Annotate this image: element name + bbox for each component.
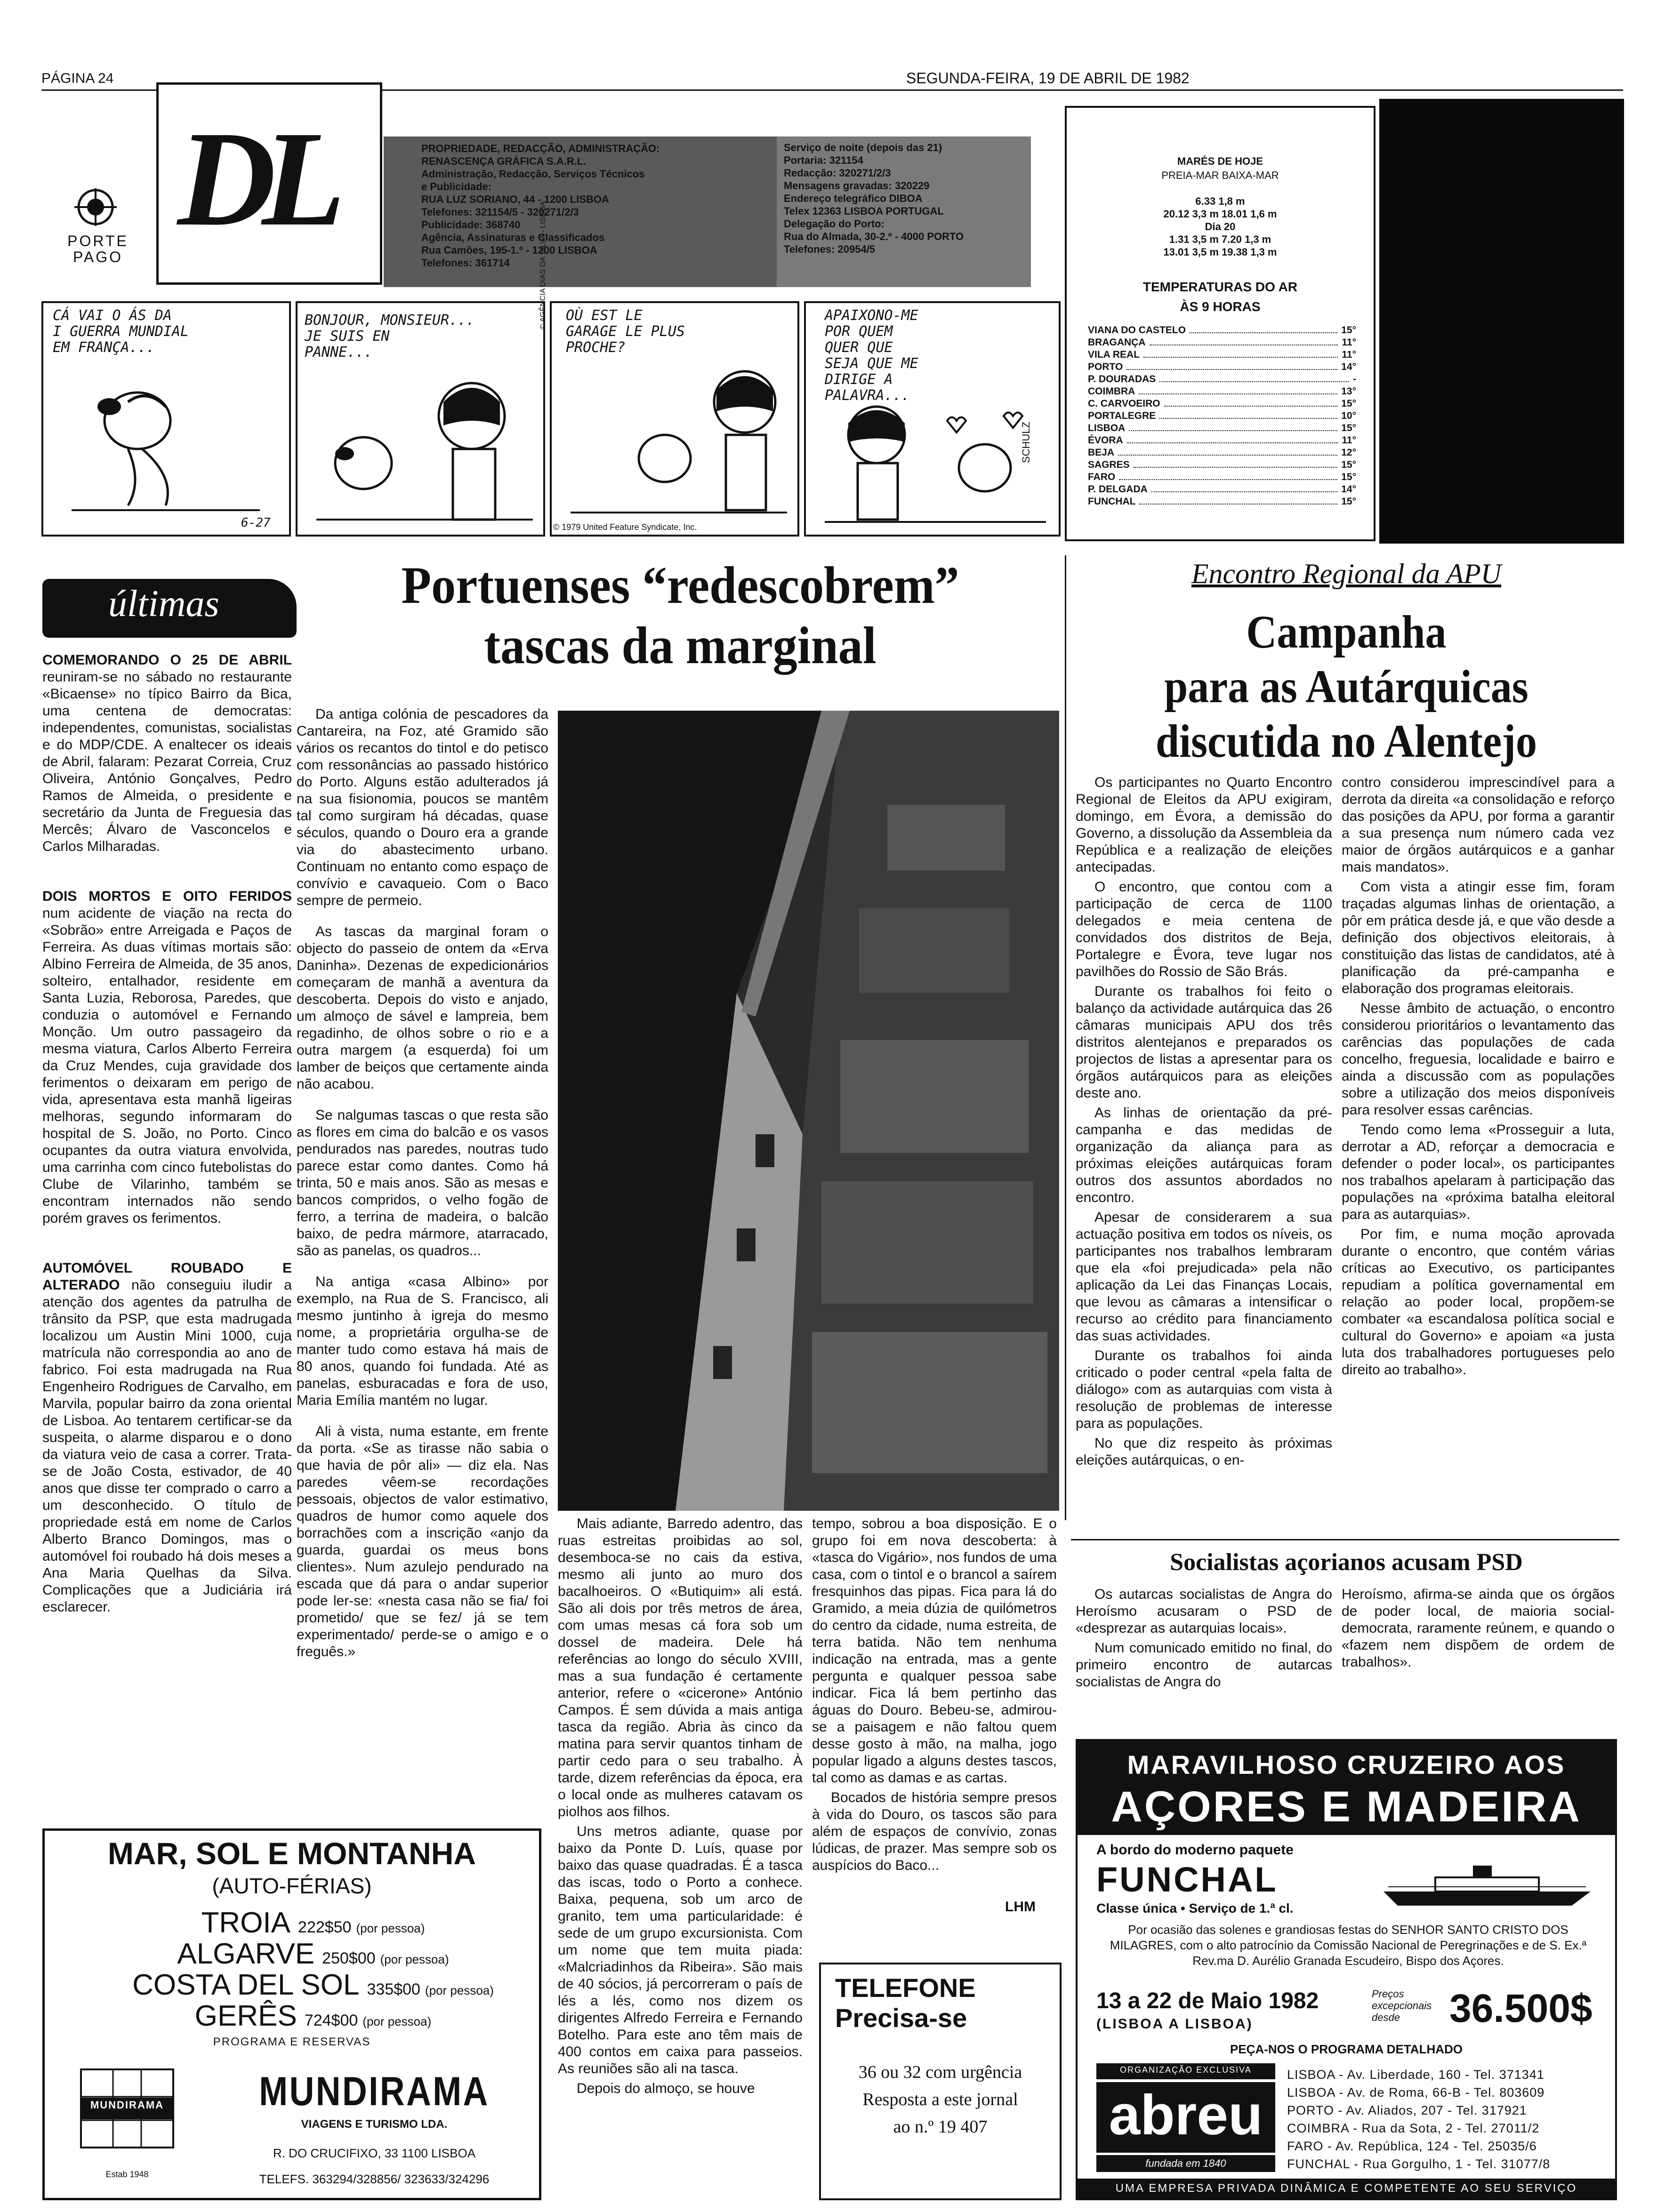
comic-agency: © AGÊNCIA DIAS DA SILVA - LISBOA	[539, 201, 547, 329]
cruzeiro-banner	[1078, 1741, 1615, 1835]
dot-leader	[1151, 483, 1337, 492]
destination-row	[101, 1937, 525, 1968]
main-article-signature: LHM	[1005, 1899, 1036, 1915]
right-article-col2	[1342, 774, 1615, 1527]
temperature-row	[1088, 410, 1356, 422]
dark-photo-block	[1379, 99, 1624, 544]
dot-leader	[1139, 496, 1337, 505]
cruzeiro-ad	[1076, 1739, 1617, 2200]
right-col1-para: Durante os trabalhos foi feito o balanço da actividade autárquica das 26 câmaras municipais APU dos três distritos alentejanos e preparados os projectos de listas a apresentar para os órgãos autárquicos para as eleições deste ano.	[1076, 984, 1332, 1101]
right-headline: Campanha para as Autárquicas discutida no Alentejo	[1155, 606, 1537, 767]
porte-pago-stamp	[41, 101, 152, 280]
temperature-city: BRAGANÇA	[1088, 337, 1146, 348]
temperature-row	[1088, 361, 1356, 373]
temperature-row	[1088, 447, 1356, 459]
cruzeiro-request: PEÇA-NOS O PROGRAMA DETALHADO	[1230, 2042, 1463, 2056]
office-line: FUNCHAL - Rua Gorgulho, 1 - Tel. 31077/8	[1287, 2157, 1551, 2171]
temperature-value: 12°	[1341, 447, 1356, 458]
cruzeiro-ship-name: FUNCHAL	[1096, 1860, 1278, 1899]
mundirama-subtitle: (AUTO-FÉRIAS)	[212, 1874, 372, 1898]
cruzeiro-line2: AÇORES E MADEIRA	[1111, 1783, 1582, 1831]
socialistas-col1	[1076, 1586, 1332, 1727]
socialistas-headline: Socialistas açorianos acusam PSD	[1170, 1549, 1523, 1576]
office-line: PORTO - Av. Aliados, 207 - Tel. 317921	[1287, 2103, 1527, 2117]
cruzeiro-price: 36.500$	[1449, 1986, 1593, 2030]
temperature-row	[1088, 385, 1356, 398]
crest-icon	[70, 186, 121, 228]
temperatures-list	[1088, 324, 1356, 508]
comic-panel-3	[550, 301, 799, 537]
masthead-info-left-bg	[384, 136, 807, 287]
comic-panel-1	[41, 301, 291, 537]
right-col1-para: Durante os trabalhos foi ainda criticado o poder central «pela falta de diálogo» com as autarquias com vista à resolução de problemas de interesse para as populações.	[1076, 1348, 1332, 1431]
snoopy-marcie-garage-icon	[571, 364, 787, 524]
snoopy-marcie-icon	[316, 374, 533, 529]
temperature-row	[1088, 324, 1356, 337]
temperature-city: LISBOA	[1088, 423, 1126, 433]
office-line: COIMBRA - Rua da Sota, 2 - Tel. 27011/2	[1287, 2121, 1540, 2135]
destination-row	[101, 1968, 525, 1999]
right-col2-para: Com vista a atingir esse fim, foram traçadas algumas linhas de orientação, a pôr em prática desde já, e que vão desde a definição dos objectivos eleitorais, à constituição das listas de candidatos, até à planificação da pré-campanha e elaboração dos programas eleitorais.	[1342, 879, 1615, 996]
harbor-photo-image	[558, 711, 1059, 1511]
mundirama-estab: Estab 1948	[105, 2170, 149, 2179]
socialistas-col1-para: Os autarcas socialistas de Angra do Heroísmo acusaram o PSD de «desprezar as autarquias locais».	[1076, 1587, 1332, 1636]
cruzeiro-route: (LISBOA A LISBOA)	[1096, 2016, 1253, 2032]
mundirama-brand-small: MUNDIRAMA	[90, 2099, 164, 2111]
right-col1-para: As linhas de orientação da pré-campanha e das medidas de organização da aliança para as próximas eleições autárquicas foram outros dos assuntos abordados no encontro.	[1076, 1105, 1332, 1205]
dot-leader	[1164, 398, 1338, 407]
temperature-city: BEJA	[1088, 447, 1115, 458]
dot-leader	[1159, 373, 1349, 382]
right-kicker: Encontro Regional da APU	[1191, 558, 1502, 589]
temperature-row	[1088, 337, 1356, 349]
mundirama-program: PROGRAMA E RESERVAS	[213, 2036, 371, 2048]
ultimas-item1-body: reuniram-se no sábado no restaurante «Bicaense» no típico Bairro da Bica, uma centena de democratas: independentes, comunistas, socialistas e do MDP/CDE. A enaltecer os ideais de Abril, falaram: Pezarat Correia, Cruz Oliveira, António Gonçalves, Pedro Ramos de Almeida, o presidente e secretário da Junta de Freguesia das Mercês; Álvaro de Vasconcelos e Carlos Milharadas.	[42, 669, 292, 854]
destination-unit: (por pessoa)	[380, 1952, 449, 1966]
temperature-city: C. CARVOEIRO	[1088, 398, 1160, 409]
temperatures-title: TEMPERATURAS DO AR ÀS 9 HORAS	[1142, 280, 1298, 314]
destination-unit: (por pessoa)	[362, 2014, 432, 2028]
main-col3-para: tempo, sobrou a boa disposição. E o grupo foi em nova descoberta: à «tasca do Vigário», nos fundos de uma casa, com o tintol e o brancol a saírem fresquinhos das pipas. Fica para lá do Gramido, a meia dúzia de quilómetros do centro da cidade, numa estreita, de terra batida. Não tem nenhuma indicação na entrada, mas a gente pergunta e qualquer pessoa sabe indicar. Fica lá bem pertinho das águas do Douro. Bebeu-se, admirou-se a paisagem e não faltou quem desse gosto à mão, na malha, jogo popular ligado a alguns destes tascos, tal como as damas e as cartas.	[812, 1516, 1057, 1786]
main-col1-para: Na antiga «casa Albino» por exemplo, na Rua de S. Francisco, ali mesmo juntinho à igreja do mesmo nome, a proprietária orgulha-se de manter tudo como estava há mais de 80 anos, quando foi fundada. Até as panelas, esburacadas e fora de uso, Maria Emília mantém no lugar.	[297, 1274, 548, 1408]
main-col2-para: Uns metros adiante, quase por baixo da Ponte D. Luís, quase por baixo das quase quadradas. É a tasca das iscas, todo o Porto a conhece. Baixa, pequena, sob um arco de granito, tem uma particularidade: é sede de um grupo excursionista. Com um nome que tem muita piada: «Malcriadinhos da Ribeira». São mais de 40 sócios, já percorreram o país de lés a lés, como nos dizem os dirigentes Alfredo Ferreira e Fernando Botelho. Para este ano têm mais de 400 contos em caixa para passeios. As reuniões são ali na tasca.	[558, 1824, 803, 2076]
dl-logo: DL	[177, 103, 331, 254]
abreu-offices	[1287, 2066, 1607, 2173]
weather-box	[1065, 106, 1375, 541]
abreu-footer: UMA EMPRESA PRIVADA DINÂMICA E COMPETENTE AO SEU SERVIÇO	[1115, 2182, 1577, 2195]
temperature-value: 15°	[1341, 459, 1356, 470]
dot-leader	[1150, 337, 1338, 345]
office-line: LISBOA - Av. de Roma, 66-B - Tel. 803609	[1287, 2085, 1545, 2100]
abreu-org: ORGANIZAÇÃO EXCLUSIVA	[1120, 2065, 1252, 2075]
cruzeiro-line1: MARAVILHOSO CRUZEIRO AOS	[1127, 1750, 1566, 1779]
destination-name: GERÊS	[194, 2000, 297, 2032]
tides-title: MARÉS DE HOJE	[1177, 155, 1263, 167]
ultimas-label: últimas	[108, 583, 219, 625]
office-line: FARO - Av. República, 124 - Tel. 25035/6	[1287, 2139, 1537, 2153]
main-col1-para: Se nalgumas tascas o que resta são as flores em cima do balcão e os vasos pendurados nas paredes, noutras tudo parece estar como dantes. Como há trinta, 50 e mais anos. São as mesas e bancos compridos, o velho fogão de ferro, a terrina de madeira, o balcão baixo, de pedra mármore, atarracado, são as panelas, os quadros...	[297, 1107, 548, 1258]
abreu-org-bar	[1096, 2063, 1275, 2079]
comic-credit: © 1979 United Feature Syndicate, Inc.	[553, 522, 697, 532]
temperature-value: 14°	[1341, 361, 1356, 372]
comic-date-code: 6-27	[241, 516, 271, 530]
ultimas-item1-lead: COMEMORANDO O 25 DE ABRIL	[42, 652, 292, 668]
temperature-city: P. DELGADA	[1088, 484, 1148, 495]
temperature-value: 14°	[1341, 484, 1356, 495]
dot-leader	[1134, 459, 1338, 468]
socialistas-top-rule	[1071, 1539, 1619, 1540]
destination-price: 250$00	[322, 1949, 376, 1967]
right-col2-para: contro considerou imprescindível para a derrota da direita «a consolidação e reforço das posições da APU, por forma a garantir a sua presença num número cada vez maior de órgãos autárquicos e a ganhar mais mandatos».	[1342, 775, 1615, 875]
main-col1-para: Da antiga colónia de pescadores da Cantareira, na Foz, até Gramido são vários os recantos do tintol e do petisco com ressonâncias ao passado histórico do Porto. Alguns estão adulterados já na sua fisionomia, poucos se mantêm tal como surgiram há décadas, quase séculos, quando o Douro era a grande via do abastecimento urbano. Continuam no entanto como espaço de convívio e cavaqueio. Com o Baco sempre de permeio.	[297, 706, 548, 908]
ultimas-item3-lead: AUTOMÓVEL ROUBADO E ALTERADO	[42, 1260, 292, 1293]
temperature-value: 15°	[1341, 472, 1356, 482]
temperature-row	[1088, 483, 1356, 496]
abreu-founded-bar	[1096, 2155, 1275, 2172]
comic-balloon-2: BONJOUR, MONSIEUR... JE SUIS EN PANNE...	[305, 312, 475, 361]
temperature-city: VILA REAL	[1088, 349, 1140, 360]
right-col1-para: O encontro, que contou com a participação de cerca de 1100 delegados e meia centena de convidados dos distritos de Beja, Portalegre e Évora, teve lugar nos pavilhões do Rossio de São Brás.	[1076, 879, 1332, 979]
masthead-info-right-bg	[777, 136, 1031, 287]
destination-price: 222$50	[298, 1918, 352, 1936]
comic-balloon-1: CÁ VAI O ÁS DA I GUERRA MUNDIAL EM FRANÇA...	[53, 307, 189, 356]
temperature-value: 10°	[1341, 410, 1356, 421]
comic-panel-2	[296, 301, 545, 537]
column-divider	[1065, 555, 1066, 1520]
dot-leader	[1119, 471, 1337, 480]
ultimas-item3-body: não conseguiu iludir a atenção dos agentes da patrulha de trânsito da PSP, que esta madrugada localizou um Austin Mini 1000, cuja matrícula não correspondia ao ano de fabrico. Foi esta madrugada na Rua Engenheiro Rodrigues de Carvalho, em Marvila, popular bairro da zona oriental de Lisboa. Ao tentarem certificar-se da suspeita, o alarme disparou e o dono da viatura veio de casa a correr. Trata-se de João Costa, estivador, de 40 anos que disse ter comprado o carro a um desconhecido. O título de propriedade está em nome de Carlos Alberto Branco Domingos, mas o automóvel foi roubado há dois meses a Ana Maria Quelhas da Silva. Complicações que a Judiciária irá esclarecer.	[42, 1277, 292, 1615]
dot-leader	[1143, 349, 1338, 358]
telefone-body: 36 ou 32 com urgência Resposta a este jornal ao n.º 19 407	[858, 2062, 1022, 2137]
right-col2-para: Por fim, e numa moção aprovada durante o encontro, que contém várias críticas ao Executivo, os participantes repudiam a política governamental em relação ao poder local, propõem-se combater «a escandalosa política social e cultural do Governo» e apoiam «a justa luta dos trabalhadores portugueses pelo direito ao trabalho».	[1342, 1226, 1615, 1378]
socialistas-col2	[1342, 1586, 1615, 1727]
right-col2-para: Tendo como lema «Prosseguir a luta, derrotar a AD, reforçar a democracia e defender o poder local», os participantes nos trabalhos apelaram à participação das populações na «próxima batalha eleitoral para as autarquias».	[1342, 1122, 1615, 1222]
main-col3-para: Bocados de história sempre presos à vida do Douro, os tascos são para além de espaços de convívio, zonas lúdicas, de prazer. Mas sempre sob os auspícios do Baco...	[812, 1790, 1057, 1873]
tides-header: PREIA-MAR BAIXA-MAR	[1161, 169, 1279, 181]
right-article-col1	[1076, 774, 1332, 1527]
temperature-value: 15°	[1341, 423, 1356, 433]
destination-price: 335$00	[367, 1980, 420, 1998]
ultimas-item2-body: num acidente de viação na recta do «Sobrão» entre Arreigada e Paços de Ferreira. As duas vítimas mortais são: Albino Ferreira de Almeida, de 35 anos, solteiro, entalhador, residente em Santa Luzia, Reborosa, Paredes, que conduzia o automóvel e Fernando Monção. Um outro passageiro da mesma viatura, Carlos Alberto Ferreira da Cruz Mendes, cuja gravidade dos ferimentos o deixaram em perigo de vida, apresentava esta manhã ligeiras melhoras, segundo informaram do hospital de S. João, no Porto. Cinco ocupantes da outra viatura envolvida, uma carrinha com cinco futebolistas do Clube de Vilarinho, também se encontram internados não sendo porém graves os ferimentos.	[42, 906, 292, 1226]
temperature-city: VIANA DO CASTELO	[1088, 325, 1186, 336]
cruzeiro-boat-intro: A bordo do moderno paquete	[1096, 1842, 1294, 1858]
socialistas-col1-para: Num comunicado emitido no final, do primeiro encontro de autarcas socialistas de Angra do	[1076, 1640, 1332, 1690]
ship-icon	[1379, 1859, 1595, 1910]
ultimas-banner	[42, 579, 297, 638]
temperature-city: ÉVORA	[1088, 435, 1123, 446]
main-article-col2	[558, 1515, 803, 2193]
destination-row	[101, 1906, 525, 1937]
logo-box	[156, 82, 382, 285]
temperature-row	[1088, 398, 1356, 410]
comic-balloon-3: OÙ EST LE GARAGE LE PLUS PROCHE?	[566, 307, 685, 356]
comic-balloon-4: APAIXONO-ME POR QUEM QUER QUE SEJA QUE ME DIRIGE A PALAVRA...	[825, 307, 918, 404]
mundirama-address: R. DO CRUCIFIXO, 33 1100 LISBOA	[273, 2146, 476, 2160]
temperature-value: 11°	[1342, 337, 1356, 348]
temperature-city: FUNCHAL	[1088, 496, 1136, 507]
temperature-row	[1088, 373, 1356, 385]
right-col1-para: Apesar de considerarem a sua actuação positiva em todos os níveis, os participantes nos trabalhos lembraram que ela «foi prejudicada» pela não aplicação da Lei das Finanças Locais, que levou as câmaras a intensificar o recurso ao crédito para financiamento das suas actividades.	[1076, 1210, 1332, 1344]
harbor-aerial-photo	[558, 711, 1059, 1511]
main-article-col3	[812, 1515, 1057, 1892]
main-col1-para: Ali à vista, numa estante, em frente da porta. «Se as tirasse não sabia o que havia de pôr ali» — diz ela. Nas paredes vêem-se recordações pessoais, objectos de valor estimativo, quadros de humor como aquele dos borrachões com a inscrição «anjo da guarda, guardai os meus bons clientes». Num azulejo pendurado na escada que dá para o andar superior pode ler-se: «nesta casa não se fia/ foi prometido/ que se fez/ já se tem experimentado/ perde-se o amigo e o freguês.»	[297, 1424, 548, 1659]
temperature-row	[1088, 459, 1356, 471]
mundirama-title: MAR, SOL E MONTANHA	[107, 1836, 476, 1871]
main-col2-para: Depois do almoço, se houve	[577, 2081, 755, 2096]
masthead-info-right: Serviço de noite (depois das 21) Portaria: 321154 Redacção: 320271/2/3 Mensagens gravadas: 320229 Endereço telegráfico DIBOA Telex 12363 LISBOA PORTUGAL Delegação do Porto: Rua do Almada, 30-2.º - 4000 PORTO Telefones: 20954/5	[784, 142, 964, 255]
temperature-city: PORTALEGRE	[1088, 410, 1156, 421]
temperature-value: 13°	[1341, 386, 1356, 397]
main-article-col1	[297, 706, 548, 1755]
temperature-city: FARO	[1088, 472, 1116, 482]
office-line: LISBOA - Av. Liberdade, 160 - Tel. 371341	[1287, 2068, 1544, 2082]
tides-table: 6.33 1,8 m 20.12 3,3 m 18.01 1,6 m Dia 20 1.31 3,5 m 7.20 1,3 m 13.01 3,5 m 19.38 1,3 m	[1163, 195, 1277, 258]
right-col1-para: No que diz respeito às próximas eleições autárquicas, o en-	[1076, 1435, 1332, 1468]
right-col1-para: Os participantes no Quarto Encontro Regional de Eleitos da APU exigiram, domingo, em Évora, a demissão do Governo, a dissolução da Assembleia da República e a realização de eleições antecipadas.	[1076, 775, 1332, 875]
cruzeiro-price-label: Preços excepcionais desde	[1372, 1988, 1432, 2023]
destination-name: TROIA	[201, 1907, 290, 1939]
dot-leader	[1126, 361, 1337, 370]
temperature-city: SAGRES	[1088, 459, 1130, 470]
temperature-value: 15°	[1341, 398, 1356, 409]
dot-leader	[1118, 447, 1337, 456]
destination-unit: (por pessoa)	[425, 1983, 494, 1997]
temperature-city: PORTO	[1088, 361, 1123, 372]
mundirama-brand: MUNDIRAMA	[259, 2069, 490, 2114]
comic-signature: SCHULZ	[1020, 421, 1032, 463]
temperature-row	[1088, 471, 1356, 483]
temperature-value: 11°	[1342, 435, 1356, 446]
right-col2-para: Nesse âmbito de actuação, o encontro considerou prioritários o levantamento das carências das populações de cada concelho, freguesia, localidade e bairro e ainda a discussão com as populações sobre a utilização dos meios disponíveis para resolver essas carências.	[1342, 1001, 1615, 1118]
main-col1-para: As tascas da marginal foram o objecto do passeio de ontem da «Erva Daninha». Dezenas de expedicionários começaram de manhã a aventura da descoberta. Depois do visto e anjado, um almoço de sável e lampreia, bem regadinho, de olhos sobre o rio e a outra margem (a esquerda) foi um lamber de beiços que certamente ainda não acabou.	[297, 924, 548, 1092]
page-number: PÁGINA 24	[41, 71, 114, 86]
dot-leader	[1159, 410, 1337, 419]
abreu-footer-bar	[1078, 2179, 1615, 2198]
socialistas-col2-para: Heroísmo, afirma-se ainda que os órgãos de poder local, de maioria social-democrata, raramente reúnem, e quando o «fazem nem dispõem de ordem de trabalhos».	[1342, 1587, 1615, 1670]
temperature-value: -	[1353, 374, 1356, 385]
cruzeiro-desc: Por ocasião das solenes e grandiosas festas do SENHOR SANTO CRISTO DOS MILAGRES, com o alto patrocínio da Comissão Nacional de Peregrinações e de S. Ex.ª Rev.ma D. Aurélio Granada Escudeiro, Bispo dos Açores.	[1110, 1923, 1587, 1968]
destination-unit: (por pessoa)	[356, 1921, 425, 1935]
abreu-founded: fundada em 1840	[1145, 2157, 1226, 2169]
destination-name: ALGARVE	[177, 1938, 315, 1970]
cruzeiro-class: Classe única • Serviço de 1.ª cl.	[1096, 1901, 1294, 1915]
mundirama-company: VIAGENS E TURISMO LDA.	[301, 2118, 448, 2131]
page-date: SEGUNDA-FEIRA, 19 DE ABRIL DE 1982	[906, 70, 1190, 87]
masthead-info-left: PROPRIEDADE, REDACÇÃO, ADMINISTRAÇÃO: RENASCENÇA GRÁFICA S.A.R.L. Administração, Redacção, Serviços Técnicos e Publicidade: RUA LUZ SORIANO, 44 - 1200 LISBOA Telefones: 321154/5 - 320271/2/3 Publicidade: 368740 Agência, Assinaturas e Classificados Rua Camões, 195-1.º - 1200 LISBOA Telefones: 361714	[421, 143, 660, 269]
mundirama-destinations	[101, 1906, 525, 2030]
comic-panel-4	[804, 301, 1061, 537]
dot-leader	[1190, 324, 1337, 333]
snoopy-hearts-icon	[825, 397, 1046, 529]
temperature-row	[1088, 422, 1356, 434]
dot-leader	[1129, 422, 1337, 431]
ultimas-column	[42, 652, 292, 1814]
porte-pago-label: PORTE PAGO	[67, 232, 129, 265]
telefone-ad	[819, 1963, 1062, 2200]
abreu-brand: abreu	[1109, 2084, 1263, 2147]
temperature-row	[1088, 349, 1356, 361]
destination-name: COSTA DEL SOL	[132, 1969, 360, 2001]
telefone-title: TELEFONE Precisa-se	[835, 1973, 976, 2033]
main-col2-para: Mais adiante, Barredo adentro, das ruas estreitas proibidas ao sol, desemboca-se no cais da estiva, mesmo ali junto ao muro dos bacalhoeiros. O «Butiquim» ali está. São ali dois por três metros de área, com umas mesas cá fora sob um dossel de madeira. Dele há referências ao longo do século XVIII, mas a sua fundação é certamente anterior, refere o «cicerone» António Campos. É sem dúvida a mais antiga tasca da região. Abria às cinco da matina para servir quantos tinham de partir cedo para o seu trabalho. À tarde, dizem referências da época, era o local onde as mulheres catavam os piolhos aos filhos.	[558, 1516, 803, 1819]
dot-leader	[1127, 434, 1338, 443]
temperature-value: 11°	[1342, 349, 1356, 360]
temperature-value: 15°	[1341, 496, 1356, 507]
temperature-city: COIMBRA	[1088, 386, 1135, 397]
snoopy-flying-ace-icon	[72, 369, 260, 524]
destination-price: 724$00	[304, 2012, 358, 2029]
temperature-row	[1088, 434, 1356, 447]
abreu-logo-box	[1096, 2082, 1275, 2153]
temperature-city: P. DOURADAS	[1088, 374, 1156, 385]
temperature-row	[1088, 496, 1356, 508]
cruzeiro-dates: 13 a 22 de Maio 1982	[1096, 1988, 1319, 2013]
ultimas-item2-lead: DOIS MORTOS E OITO FERIDOS	[42, 889, 292, 904]
mundirama-ad	[42, 1828, 541, 2200]
mundirama-phones: TELEFS. 363294/328856/ 323633/324296	[259, 2172, 490, 2186]
destination-row	[101, 1999, 525, 2030]
temperature-value: 15°	[1341, 325, 1356, 336]
dot-leader	[1139, 385, 1337, 394]
main-headline: Portuenses “redescobrem” tascas da marginal	[401, 556, 959, 675]
